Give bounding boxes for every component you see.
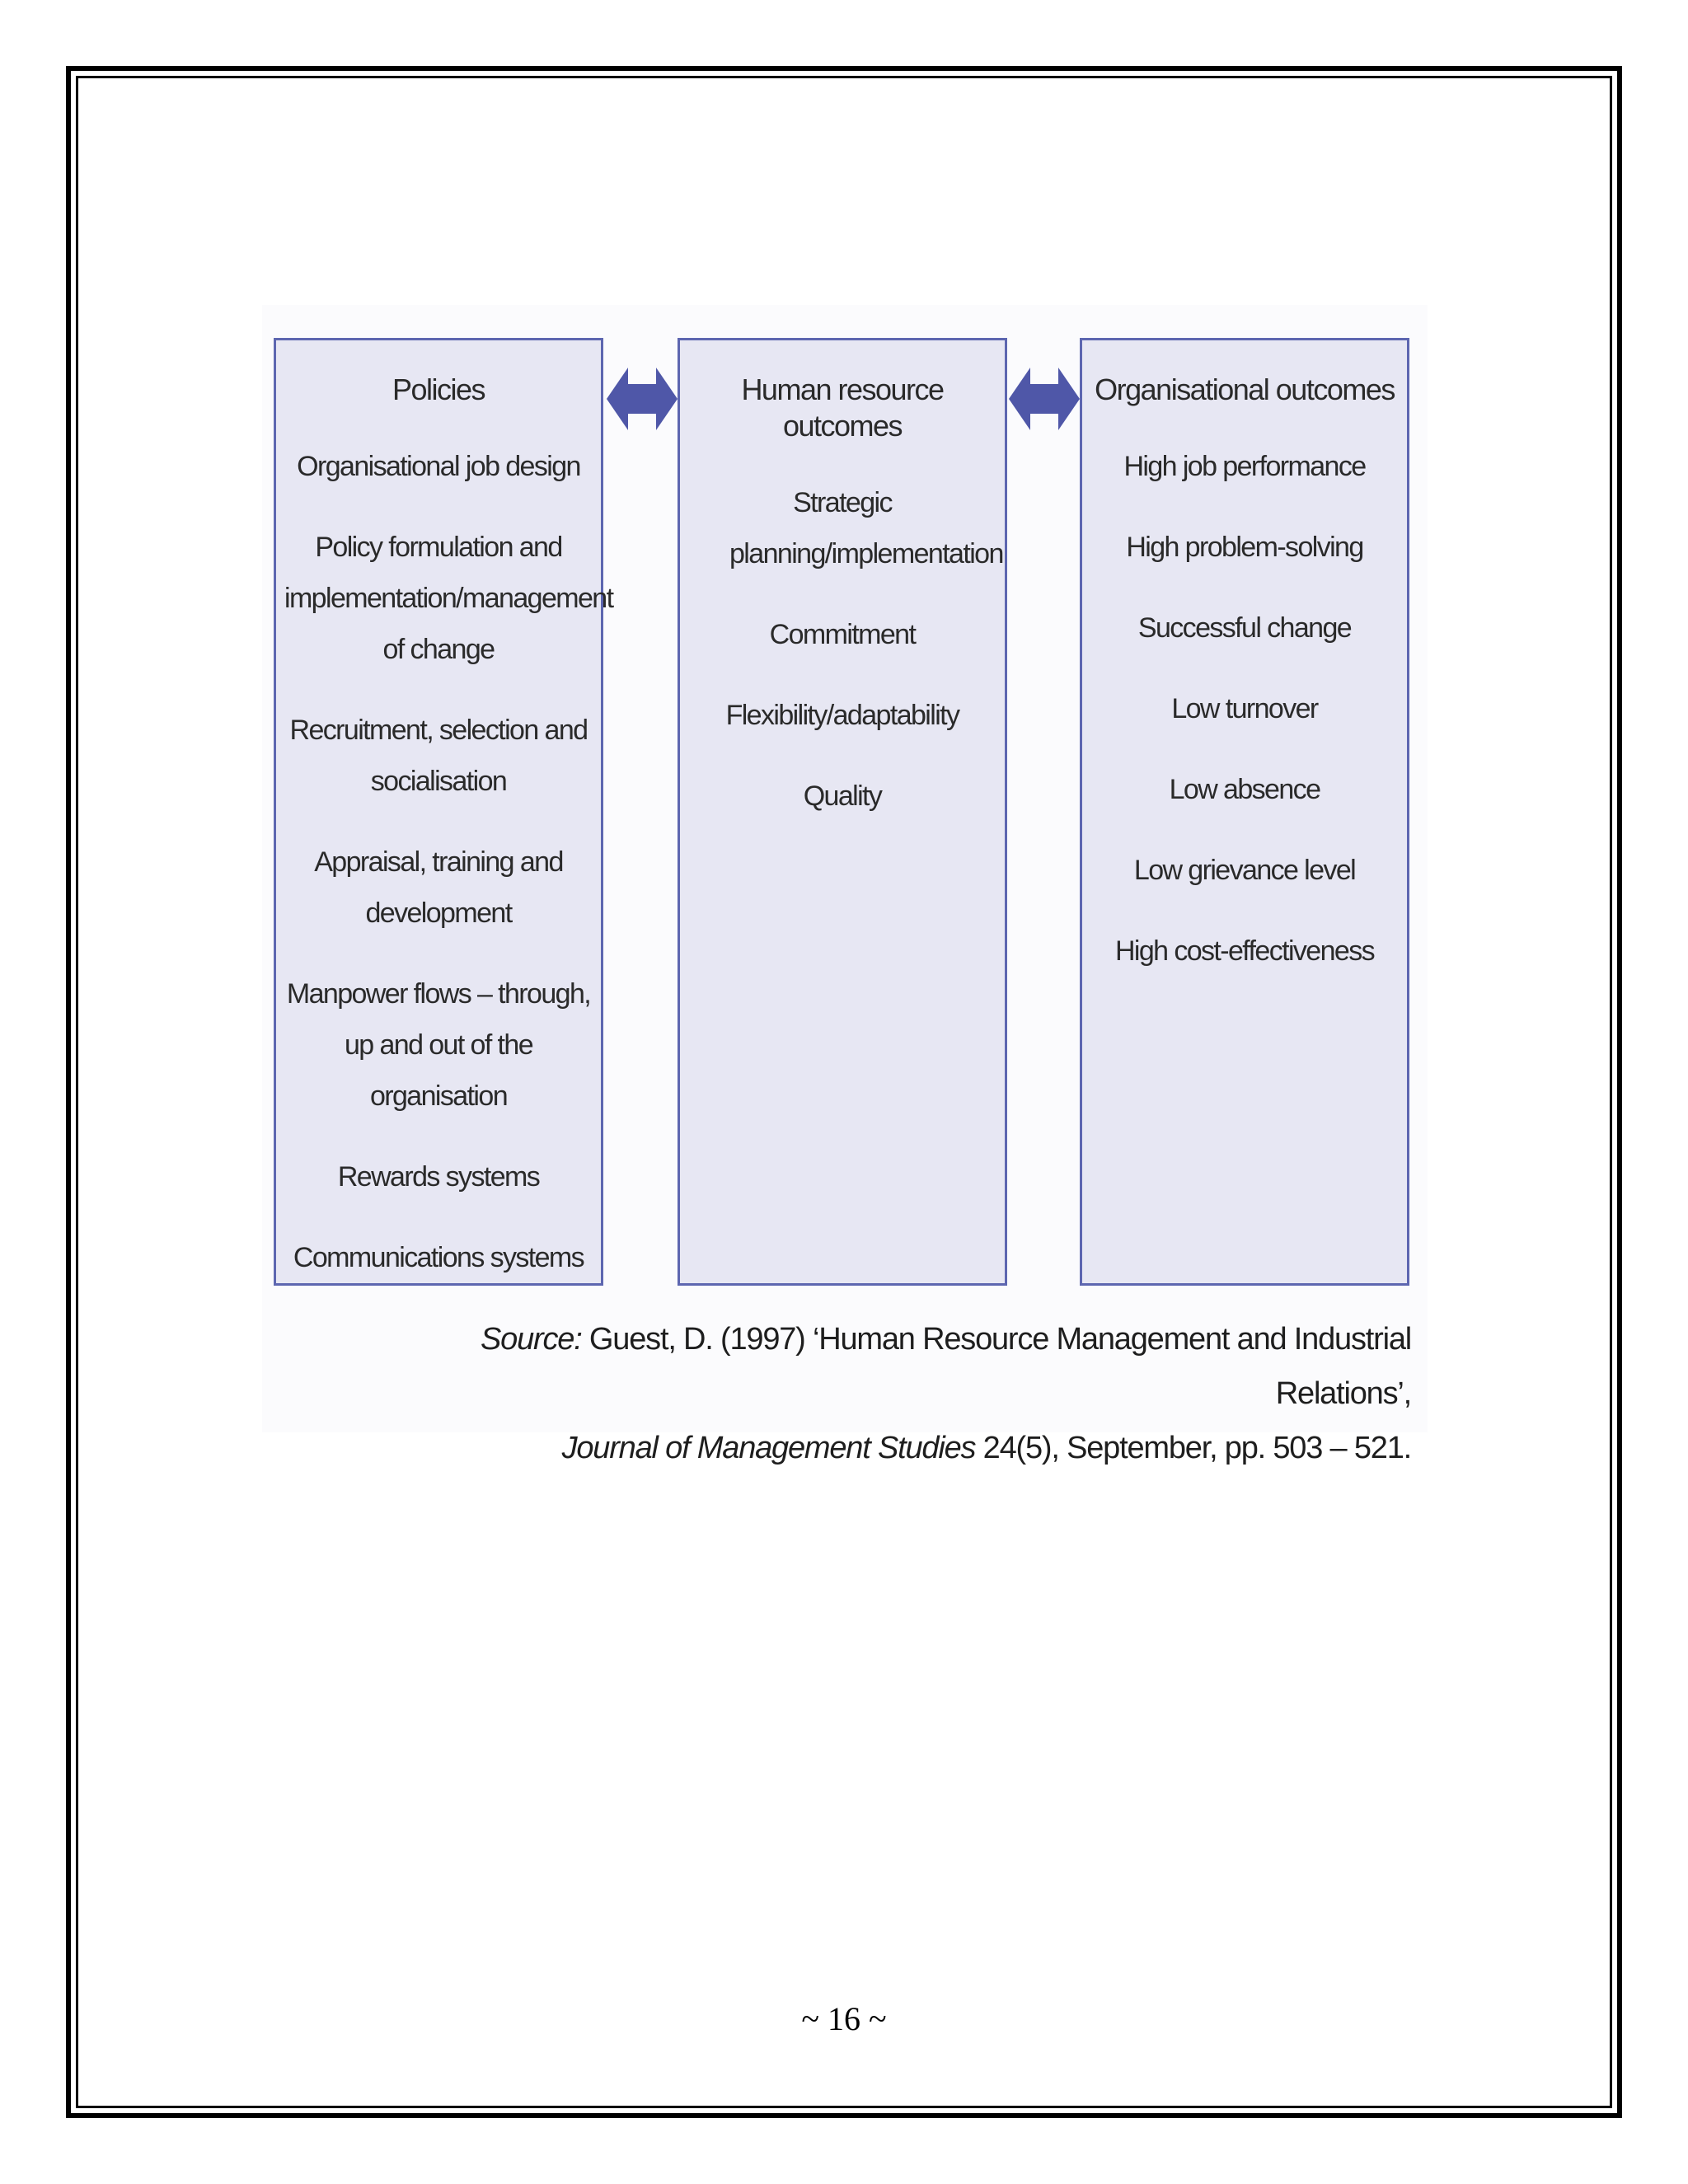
org-outcomes-item: High cost-effectiveness [1114,935,1375,967]
source-line-1 [340,1312,1411,1421]
policies-heading: Policies [392,373,485,406]
hrm-model-figure [262,305,1428,1465]
journal-title: Journal of Management Studies [561,1431,976,1465]
org-outcomes-item: Low turnover [1171,693,1318,724]
hr-outcomes-item: Strategic planning/implementation [729,487,1003,569]
hr-outcomes-item: Flexibility/adaptability [725,700,959,731]
double-arrow-icon [607,368,678,430]
hr-outcomes-box [678,338,1007,1286]
policies-item: Appraisal, training and development [314,846,563,929]
source-reference: Guest, D. (1997) ‘Human Resource Management and Industrial Relations’, [581,1322,1411,1411]
double-arrow-icon [1009,368,1080,430]
policies-item: Communications systems [293,1242,584,1273]
hr-outcomes-item: Commitment [769,619,916,650]
policies-item: Organisational job design [297,451,580,482]
policies-item: Policy formulation and implementation/management of change [284,532,613,665]
org-outcomes-item: Successful change [1137,612,1352,644]
org-outcomes-item: High problem-solving [1126,532,1363,563]
org-outcomes-heading: Organisational outcomes [1095,373,1395,406]
policies-item: Rewards systems [337,1161,540,1193]
hr-outcomes-heading: Human resource outcomes [741,373,944,443]
policies-item: Recruitment, selection and socialisation [289,715,588,797]
source-line-2 [340,1421,1411,1475]
page-number: ~ 16 ~ [801,2000,887,2037]
source-citation [340,1312,1411,1475]
policies-item: Manpower flows – through, up and out of the organisation [286,978,591,1112]
org-outcomes-item: Low absence [1169,774,1320,805]
hr-outcomes-item: Quality [803,780,882,812]
journal-details: 24(5), September, pp. 503 – 521. [975,1431,1411,1465]
org-outcomes-item: Low grievance level [1133,855,1356,886]
source-label: Source: [481,1322,582,1357]
policies-box [274,338,613,1286]
org-outcomes-box [1080,338,1409,1286]
org-outcomes-item: High job performance [1123,451,1366,482]
